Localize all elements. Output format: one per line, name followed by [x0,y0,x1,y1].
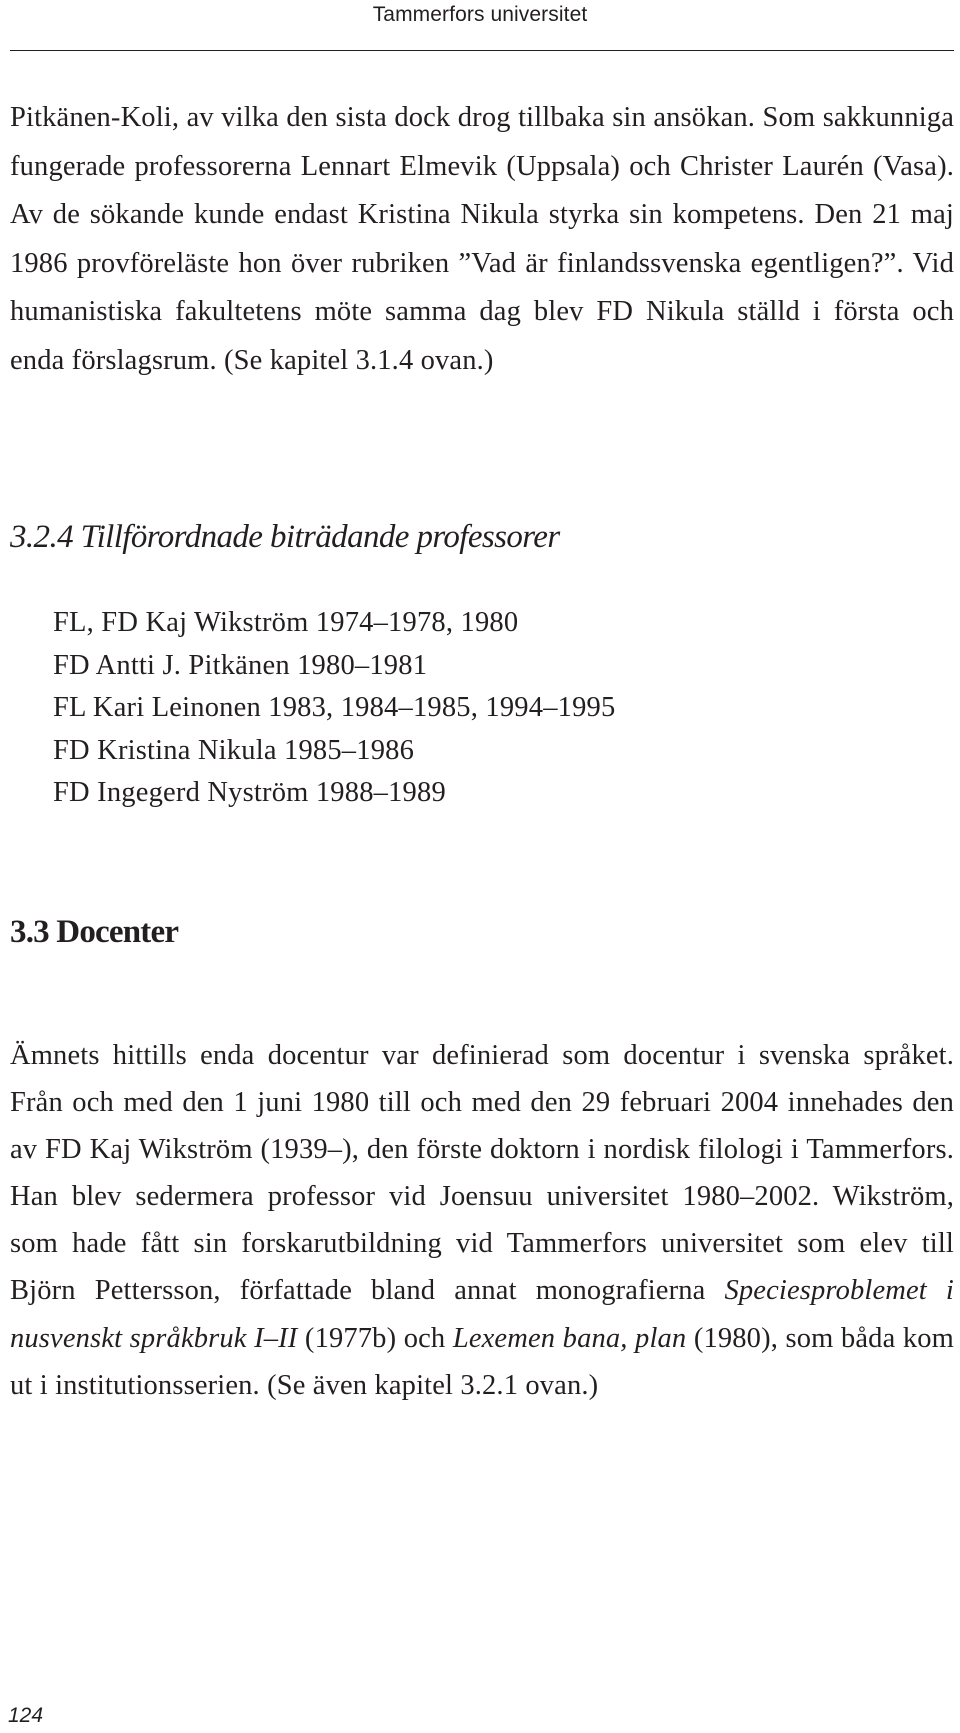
list-item: FD Ingegerd Nyström 1988–1989 [53,777,446,808]
paragraph-text: Ämnets hittills enda docentur var definierad som docentur i svenska språket. Från och med den 1 juni 1980 till och med den 29 februari 2004 innehades den av FD Kaj Wikström (1939–), den förste doktorn i nordisk filologi i Tammerfors. Han blev sedermera professor vid Joensuu universitet 1980–2002. Wikström, som hade fått sin forskarutbildning vid Tammerfors universitet som elev till Björn Pettersson, författade bland annat monografierna [10,1040,954,1307]
paragraph-text: (1980), som båda kom ut i institutionsserien. (Se även kapitel 3.2.1 ovan.) [10,1322,954,1401]
list-item: FL, FD Kaj Wikström 1974–1978, 1980 [53,607,519,638]
list-item: FL Kari Leinonen 1983, 1984–1985, 1994–1995 [53,692,616,723]
acting-professors-list [53,602,615,815]
book-title-lexemen: Lexemen bana, plan [452,1322,687,1354]
page-number: 124 [8,1704,44,1727]
section-heading-3-2-4: 3.2.4 Tillförordnade biträdande professorer [10,519,560,555]
section-heading-3-3: 3.3 Docenter [10,914,179,950]
book-title-speciesproblemet: Speciesproblemet i nusvenskt språkbruk I–II [10,1275,954,1354]
running-head: Tammerfors universitet [372,3,588,26]
list-item: FD Antti J. Pitkänen 1980–1981 [53,649,428,681]
paragraph-text: (1977b) och [297,1322,453,1354]
docent-paragraph [10,1032,954,1409]
intro-paragraph: Pitkänen-Koli, av vilka den sista dock drog tillbaka sin ansökan. Som sakkunniga fungerade professorerna Lennart Elmevik (Uppsala) och Christer Laurén (Vasa). Av de sökande kunde endast Kristina Nikula styrka sin kompetens. Den 21 maj 1986 provföreläste hon över rubriken ”Vad är finlandssvenska egentligen?”. Vid humanistiska fakultetens möte samma dag blev FD Nikula ställd i första och enda förslagsrum. (Se kapitel 3.1.4 ovan.) [10,102,954,376]
header-rule [10,50,954,51]
list-item: FD Kristina Nikula 1985–1986 [53,734,415,766]
